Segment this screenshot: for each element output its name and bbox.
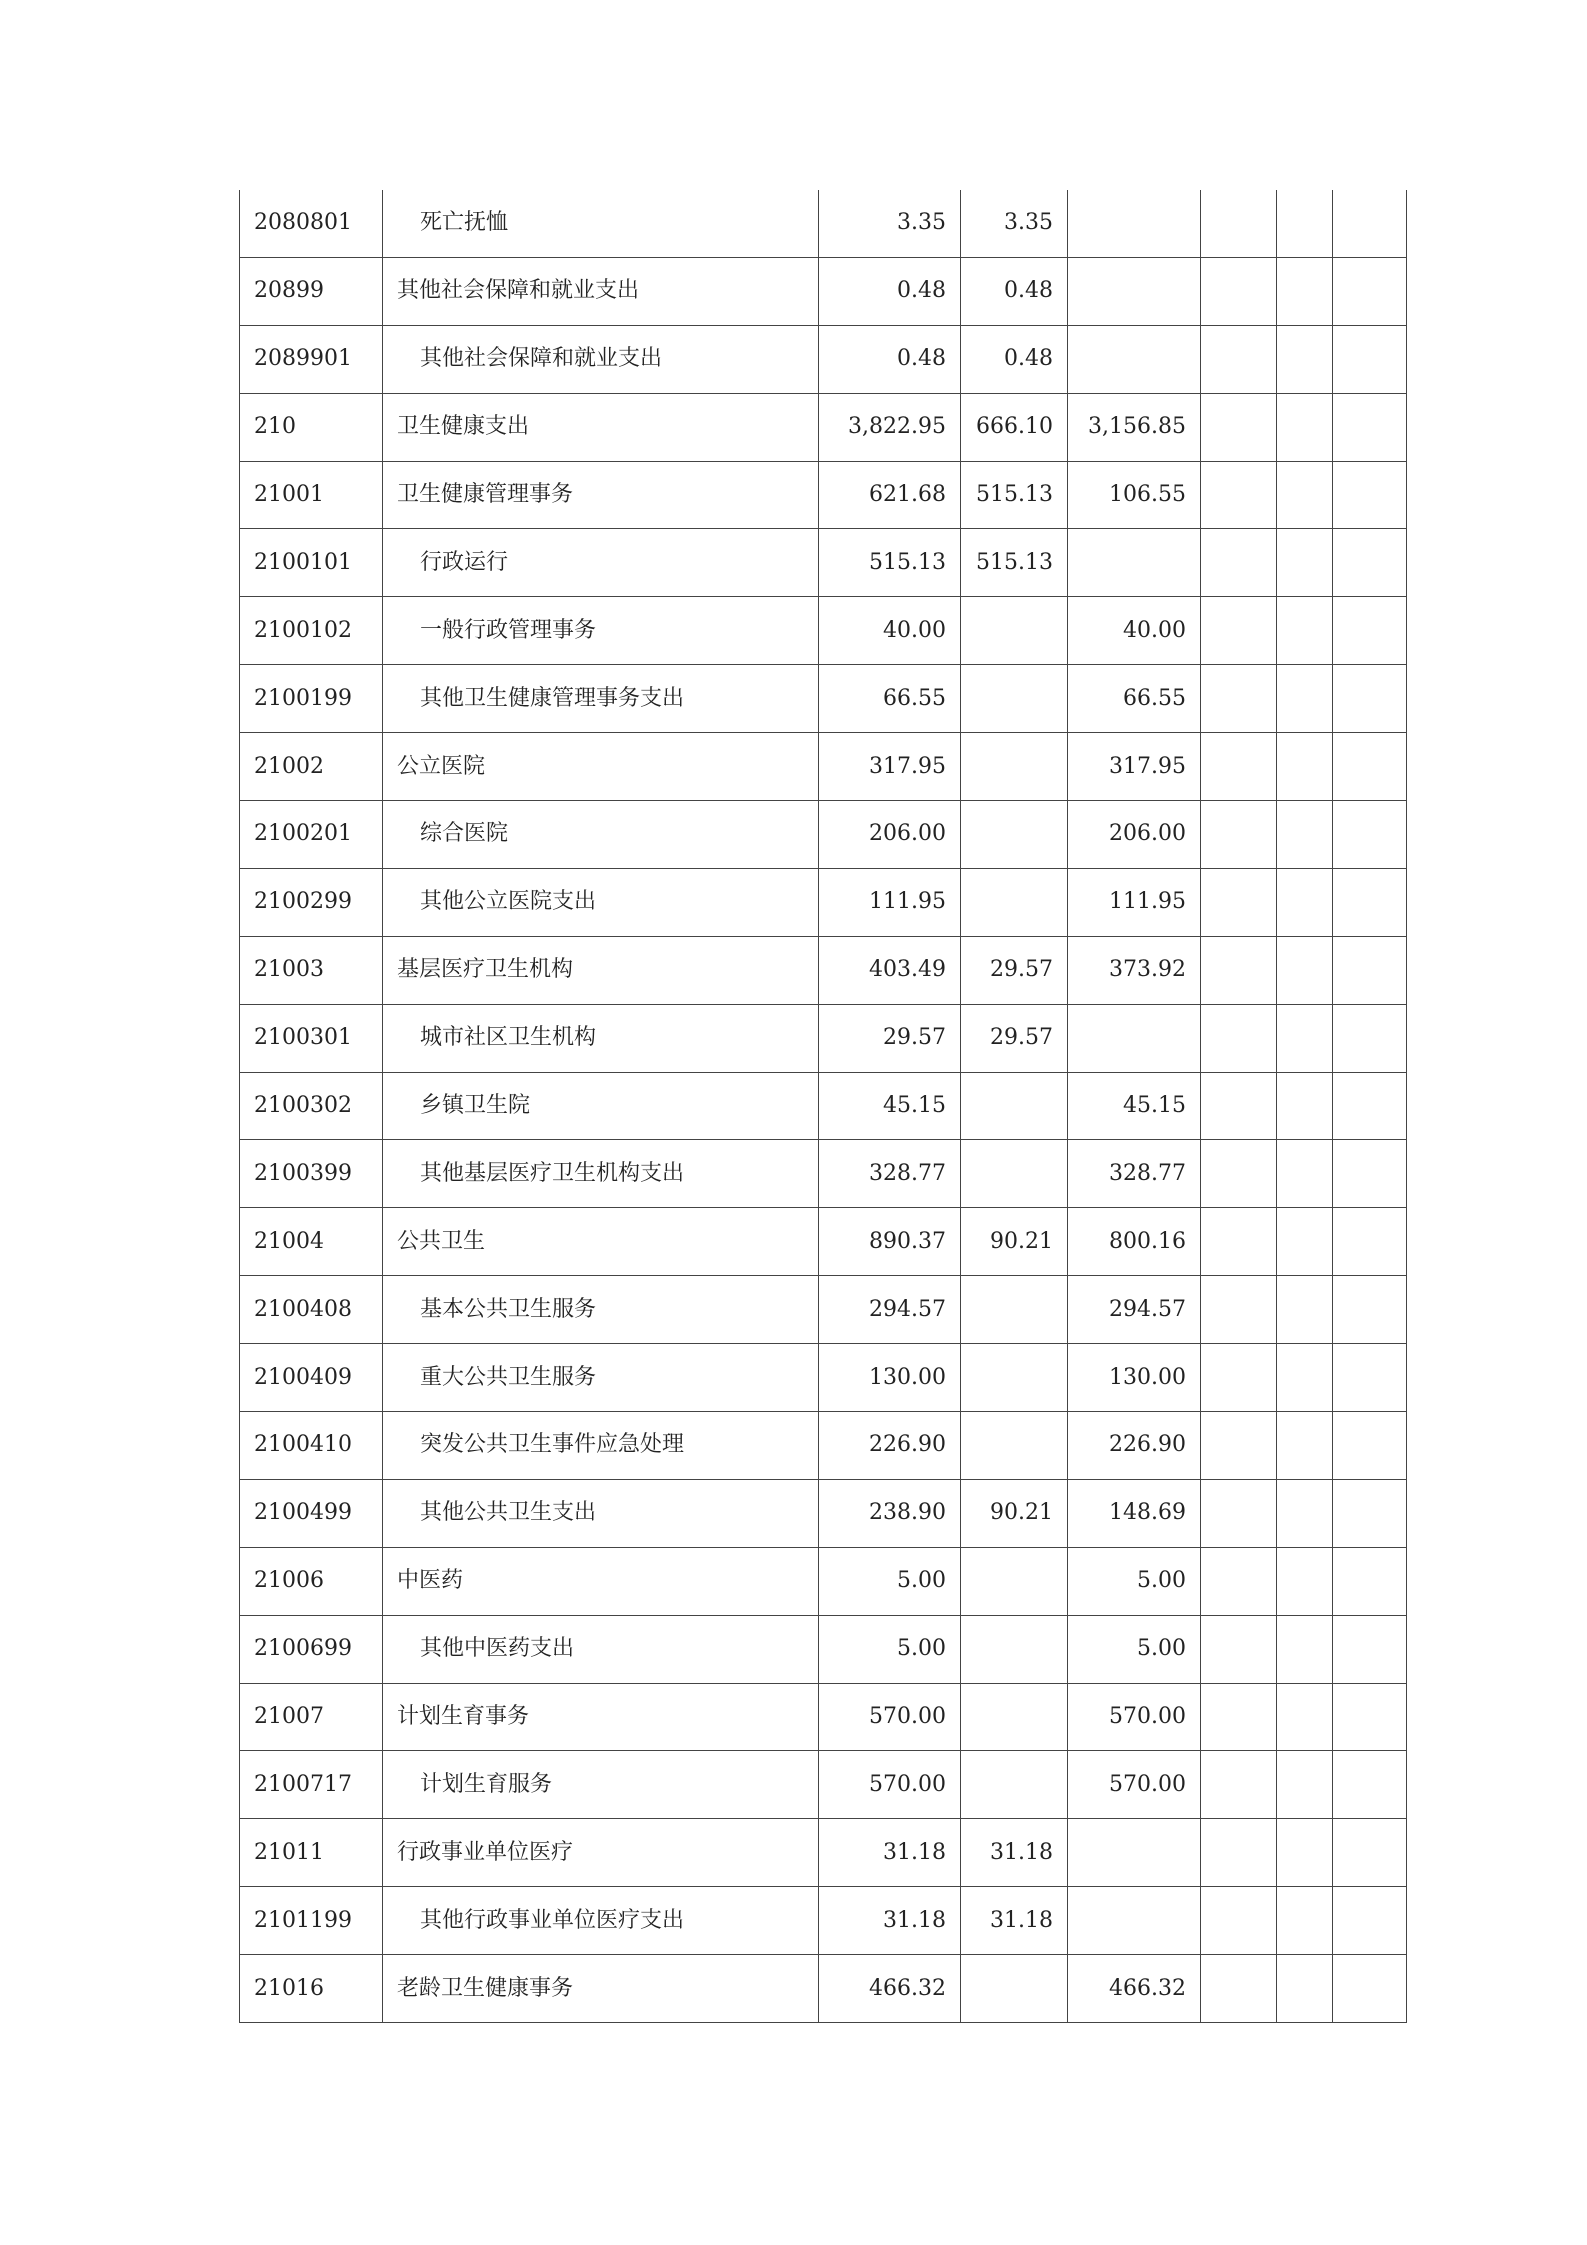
empty-cell-3 (1333, 1344, 1407, 1412)
empty-cell-2 (1277, 868, 1333, 936)
empty-cell-1 (1201, 257, 1277, 325)
table-row (240, 1819, 1407, 1887)
subject-name-cell: 其他基层医疗卫生机构支出 (383, 1140, 819, 1208)
table-row (240, 1208, 1407, 1276)
total-amount-cell: 3,822.95 (819, 393, 961, 461)
empty-cell-3 (1333, 1004, 1407, 1072)
empty-cell-2 (1277, 1683, 1333, 1751)
basic-expenditure-cell (961, 1140, 1068, 1208)
empty-cell-2 (1277, 1615, 1333, 1683)
subject-name-cell: 乡镇卫生院 (383, 1072, 819, 1140)
table-row (240, 1276, 1407, 1344)
empty-cell-2 (1277, 665, 1333, 733)
empty-cell-1 (1201, 325, 1277, 393)
empty-cell-1 (1201, 1072, 1277, 1140)
subject-code-cell: 2100399 (240, 1140, 383, 1208)
empty-cell-2 (1277, 936, 1333, 1004)
basic-expenditure-cell: 3.35 (961, 190, 1068, 257)
empty-cell-1 (1201, 1004, 1277, 1072)
subject-name-cell: 卫生健康支出 (383, 393, 819, 461)
empty-cell-1 (1201, 1208, 1277, 1276)
subject-name-cell: 其他行政事业单位医疗支出 (383, 1887, 819, 1955)
project-expenditure-cell: 206.00 (1068, 801, 1201, 869)
empty-cell-3 (1333, 1955, 1407, 2023)
subject-name-cell: 死亡抚恤 (383, 190, 819, 257)
subject-name-cell: 基层医疗卫生机构 (383, 936, 819, 1004)
subject-name-cell: 行政事业单位医疗 (383, 1819, 819, 1887)
empty-cell-2 (1277, 1208, 1333, 1276)
total-amount-cell: 621.68 (819, 461, 961, 529)
project-expenditure-cell: 106.55 (1068, 461, 1201, 529)
subject-code-cell: 2100409 (240, 1344, 383, 1412)
project-expenditure-cell (1068, 529, 1201, 597)
table-row (240, 1140, 1407, 1208)
empty-cell-3 (1333, 1412, 1407, 1480)
table-row (240, 1072, 1407, 1140)
basic-expenditure-cell: 666.10 (961, 393, 1068, 461)
budget-expenditure-table (239, 190, 1407, 2023)
empty-cell-2 (1277, 461, 1333, 529)
empty-cell-3 (1333, 936, 1407, 1004)
empty-cell-1 (1201, 733, 1277, 801)
total-amount-cell: 570.00 (819, 1683, 961, 1751)
total-amount-cell: 515.13 (819, 529, 961, 597)
basic-expenditure-cell (961, 1072, 1068, 1140)
table-row (240, 325, 1407, 393)
empty-cell-1 (1201, 393, 1277, 461)
subject-name-cell: 重大公共卫生服务 (383, 1344, 819, 1412)
empty-cell-3 (1333, 1479, 1407, 1547)
project-expenditure-cell: 800.16 (1068, 1208, 1201, 1276)
empty-cell-2 (1277, 1072, 1333, 1140)
total-amount-cell: 31.18 (819, 1819, 961, 1887)
empty-cell-1 (1201, 1140, 1277, 1208)
basic-expenditure-cell: 29.57 (961, 1004, 1068, 1072)
basic-expenditure-cell (961, 1412, 1068, 1480)
basic-expenditure-cell: 90.21 (961, 1479, 1068, 1547)
empty-cell-1 (1201, 1751, 1277, 1819)
total-amount-cell: 40.00 (819, 597, 961, 665)
basic-expenditure-cell: 0.48 (961, 257, 1068, 325)
empty-cell-1 (1201, 597, 1277, 665)
subject-name-cell: 综合医院 (383, 801, 819, 869)
total-amount-cell: 0.48 (819, 325, 961, 393)
subject-name-cell: 其他中医药支出 (383, 1615, 819, 1683)
empty-cell-3 (1333, 1751, 1407, 1819)
table-row (240, 733, 1407, 801)
empty-cell-3 (1333, 1887, 1407, 1955)
subject-code-cell: 21001 (240, 461, 383, 529)
subject-code-cell: 2089901 (240, 325, 383, 393)
subject-name-cell: 公共卫生 (383, 1208, 819, 1276)
project-expenditure-cell: 3,156.85 (1068, 393, 1201, 461)
subject-name-cell: 中医药 (383, 1547, 819, 1615)
basic-expenditure-cell: 0.48 (961, 325, 1068, 393)
subject-code-cell: 2100499 (240, 1479, 383, 1547)
empty-cell-1 (1201, 190, 1277, 257)
empty-cell-1 (1201, 868, 1277, 936)
total-amount-cell: 294.57 (819, 1276, 961, 1344)
table-row (240, 597, 1407, 665)
table-row (240, 393, 1407, 461)
basic-expenditure-cell (961, 868, 1068, 936)
empty-cell-1 (1201, 1887, 1277, 1955)
basic-expenditure-cell (961, 1615, 1068, 1683)
subject-name-cell: 计划生育事务 (383, 1683, 819, 1751)
empty-cell-3 (1333, 1208, 1407, 1276)
empty-cell-2 (1277, 393, 1333, 461)
total-amount-cell: 238.90 (819, 1479, 961, 1547)
empty-cell-2 (1277, 190, 1333, 257)
table-row (240, 1412, 1407, 1480)
subject-code-cell: 2101199 (240, 1887, 383, 1955)
total-amount-cell: 31.18 (819, 1887, 961, 1955)
subject-code-cell: 2100410 (240, 1412, 383, 1480)
project-expenditure-cell: 148.69 (1068, 1479, 1201, 1547)
empty-cell-1 (1201, 665, 1277, 733)
total-amount-cell: 403.49 (819, 936, 961, 1004)
total-amount-cell: 328.77 (819, 1140, 961, 1208)
total-amount-cell: 45.15 (819, 1072, 961, 1140)
subject-code-cell: 21004 (240, 1208, 383, 1276)
basic-expenditure-cell (961, 1751, 1068, 1819)
subject-code-cell: 2100408 (240, 1276, 383, 1344)
subject-name-cell: 公立医院 (383, 733, 819, 801)
empty-cell-1 (1201, 529, 1277, 597)
total-amount-cell: 5.00 (819, 1615, 961, 1683)
subject-code-cell: 2100199 (240, 665, 383, 733)
table-row (240, 1547, 1407, 1615)
empty-cell-2 (1277, 1751, 1333, 1819)
subject-code-cell: 2100301 (240, 1004, 383, 1072)
subject-code-cell: 2100299 (240, 868, 383, 936)
basic-expenditure-cell: 31.18 (961, 1887, 1068, 1955)
empty-cell-2 (1277, 1412, 1333, 1480)
empty-cell-2 (1277, 1004, 1333, 1072)
empty-cell-3 (1333, 461, 1407, 529)
table-row (240, 1479, 1407, 1547)
empty-cell-1 (1201, 1819, 1277, 1887)
empty-cell-3 (1333, 1615, 1407, 1683)
empty-cell-3 (1333, 1683, 1407, 1751)
subject-name-cell: 其他卫生健康管理事务支出 (383, 665, 819, 733)
subject-name-cell: 一般行政管理事务 (383, 597, 819, 665)
empty-cell-3 (1333, 1819, 1407, 1887)
empty-cell-3 (1333, 1276, 1407, 1344)
empty-cell-2 (1277, 257, 1333, 325)
project-expenditure-cell (1068, 190, 1201, 257)
total-amount-cell: 570.00 (819, 1751, 961, 1819)
table-row (240, 1004, 1407, 1072)
table-row (240, 1751, 1407, 1819)
total-amount-cell: 317.95 (819, 733, 961, 801)
subject-code-cell: 2100699 (240, 1615, 383, 1683)
empty-cell-2 (1277, 1276, 1333, 1344)
empty-cell-3 (1333, 801, 1407, 869)
empty-cell-1 (1201, 801, 1277, 869)
empty-cell-3 (1333, 733, 1407, 801)
subject-code-cell: 21011 (240, 1819, 383, 1887)
project-expenditure-cell (1068, 1887, 1201, 1955)
basic-expenditure-cell: 515.13 (961, 461, 1068, 529)
subject-code-cell: 20899 (240, 257, 383, 325)
table-row (240, 257, 1407, 325)
subject-code-cell: 21007 (240, 1683, 383, 1751)
empty-cell-2 (1277, 801, 1333, 869)
project-expenditure-cell: 328.77 (1068, 1140, 1201, 1208)
empty-cell-3 (1333, 393, 1407, 461)
basic-expenditure-cell (961, 733, 1068, 801)
basic-expenditure-cell (961, 1683, 1068, 1751)
empty-cell-1 (1201, 461, 1277, 529)
project-expenditure-cell: 40.00 (1068, 597, 1201, 665)
empty-cell-3 (1333, 190, 1407, 257)
empty-cell-1 (1201, 1276, 1277, 1344)
project-expenditure-cell: 45.15 (1068, 1072, 1201, 1140)
subject-code-cell: 2100717 (240, 1751, 383, 1819)
subject-code-cell: 2100201 (240, 801, 383, 869)
project-expenditure-cell: 317.95 (1068, 733, 1201, 801)
table-row (240, 801, 1407, 869)
basic-expenditure-cell: 31.18 (961, 1819, 1068, 1887)
basic-expenditure-cell: 90.21 (961, 1208, 1068, 1276)
empty-cell-3 (1333, 1547, 1407, 1615)
project-expenditure-cell: 294.57 (1068, 1276, 1201, 1344)
basic-expenditure-cell (961, 665, 1068, 733)
total-amount-cell: 111.95 (819, 868, 961, 936)
subject-name-cell: 其他社会保障和就业支出 (383, 325, 819, 393)
project-expenditure-cell: 570.00 (1068, 1683, 1201, 1751)
total-amount-cell: 890.37 (819, 1208, 961, 1276)
project-expenditure-cell (1068, 1004, 1201, 1072)
basic-expenditure-cell (961, 1344, 1068, 1412)
table-row (240, 190, 1407, 257)
project-expenditure-cell (1068, 1819, 1201, 1887)
table-row (240, 936, 1407, 1004)
empty-cell-2 (1277, 325, 1333, 393)
project-expenditure-cell (1068, 325, 1201, 393)
total-amount-cell: 466.32 (819, 1955, 961, 2023)
subject-code-cell: 2080801 (240, 190, 383, 257)
empty-cell-2 (1277, 597, 1333, 665)
subject-name-cell: 其他公共卫生支出 (383, 1479, 819, 1547)
empty-cell-3 (1333, 597, 1407, 665)
basic-expenditure-cell (961, 1547, 1068, 1615)
empty-cell-3 (1333, 325, 1407, 393)
empty-cell-2 (1277, 1479, 1333, 1547)
subject-code-cell: 21016 (240, 1955, 383, 2023)
empty-cell-2 (1277, 529, 1333, 597)
table-row (240, 461, 1407, 529)
basic-expenditure-cell: 515.13 (961, 529, 1068, 597)
basic-expenditure-cell (961, 1276, 1068, 1344)
empty-cell-1 (1201, 1547, 1277, 1615)
empty-cell-2 (1277, 733, 1333, 801)
total-amount-cell: 3.35 (819, 190, 961, 257)
total-amount-cell: 226.90 (819, 1412, 961, 1480)
table-row (240, 529, 1407, 597)
empty-cell-1 (1201, 936, 1277, 1004)
empty-cell-2 (1277, 1819, 1333, 1887)
project-expenditure-cell: 130.00 (1068, 1344, 1201, 1412)
project-expenditure-cell: 226.90 (1068, 1412, 1201, 1480)
empty-cell-1 (1201, 1615, 1277, 1683)
table-row (240, 1344, 1407, 1412)
empty-cell-1 (1201, 1955, 1277, 2023)
subject-name-cell: 老龄卫生健康事务 (383, 1955, 819, 2023)
project-expenditure-cell: 373.92 (1068, 936, 1201, 1004)
subject-name-cell: 卫生健康管理事务 (383, 461, 819, 529)
subject-name-cell: 行政运行 (383, 529, 819, 597)
empty-cell-3 (1333, 257, 1407, 325)
subject-code-cell: 2100101 (240, 529, 383, 597)
table-row (240, 1887, 1407, 1955)
subject-name-cell: 突发公共卫生事件应急处理 (383, 1412, 819, 1480)
table-body (240, 190, 1407, 2023)
total-amount-cell: 5.00 (819, 1547, 961, 1615)
table-row (240, 868, 1407, 936)
empty-cell-3 (1333, 1072, 1407, 1140)
basic-expenditure-cell (961, 597, 1068, 665)
project-expenditure-cell: 5.00 (1068, 1615, 1201, 1683)
table-row (240, 665, 1407, 733)
project-expenditure-cell: 570.00 (1068, 1751, 1201, 1819)
subject-name-cell: 城市社区卫生机构 (383, 1004, 819, 1072)
empty-cell-3 (1333, 1140, 1407, 1208)
empty-cell-1 (1201, 1344, 1277, 1412)
basic-expenditure-cell: 29.57 (961, 936, 1068, 1004)
empty-cell-3 (1333, 529, 1407, 597)
total-amount-cell: 130.00 (819, 1344, 961, 1412)
table-row (240, 1955, 1407, 2023)
subject-code-cell: 21003 (240, 936, 383, 1004)
project-expenditure-cell: 111.95 (1068, 868, 1201, 936)
empty-cell-1 (1201, 1683, 1277, 1751)
empty-cell-2 (1277, 1955, 1333, 2023)
subject-code-cell: 2100302 (240, 1072, 383, 1140)
subject-code-cell: 21006 (240, 1547, 383, 1615)
total-amount-cell: 0.48 (819, 257, 961, 325)
table-row (240, 1683, 1407, 1751)
empty-cell-2 (1277, 1547, 1333, 1615)
subject-code-cell: 210 (240, 393, 383, 461)
basic-expenditure-cell (961, 1955, 1068, 2023)
project-expenditure-cell (1068, 257, 1201, 325)
subject-name-cell: 其他公立医院支出 (383, 868, 819, 936)
empty-cell-2 (1277, 1887, 1333, 1955)
project-expenditure-cell: 5.00 (1068, 1547, 1201, 1615)
empty-cell-1 (1201, 1479, 1277, 1547)
subject-name-cell: 基本公共卫生服务 (383, 1276, 819, 1344)
empty-cell-2 (1277, 1140, 1333, 1208)
basic-expenditure-cell (961, 801, 1068, 869)
empty-cell-1 (1201, 1412, 1277, 1480)
empty-cell-3 (1333, 868, 1407, 936)
total-amount-cell: 206.00 (819, 801, 961, 869)
table-row (240, 1615, 1407, 1683)
empty-cell-3 (1333, 665, 1407, 733)
subject-code-cell: 21002 (240, 733, 383, 801)
subject-name-cell: 计划生育服务 (383, 1751, 819, 1819)
total-amount-cell: 29.57 (819, 1004, 961, 1072)
project-expenditure-cell: 66.55 (1068, 665, 1201, 733)
subject-name-cell: 其他社会保障和就业支出 (383, 257, 819, 325)
subject-code-cell: 2100102 (240, 597, 383, 665)
empty-cell-2 (1277, 1344, 1333, 1412)
project-expenditure-cell: 466.32 (1068, 1955, 1201, 2023)
total-amount-cell: 66.55 (819, 665, 961, 733)
